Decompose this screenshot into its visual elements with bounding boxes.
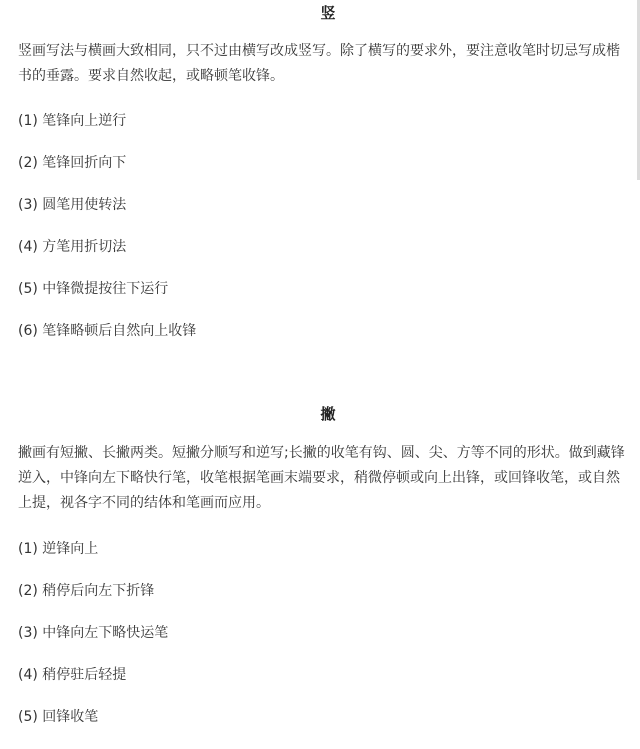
step-item: (5) 回锋收笔 bbox=[18, 709, 99, 725]
step-item: (1) 逆锋向上 bbox=[18, 541, 99, 557]
section-intro-shu: 竖画写法与横画大致相同，只不过由横写改成竖写。除了横写的要求外，要注意收笔时切忌写成楷书的垂露。要求自然收起，或略顿笔收锋。 bbox=[18, 43, 620, 84]
step-item: (2) 笔锋回折向下 bbox=[18, 155, 127, 171]
step-item: (5) 中锋微提按往下运行 bbox=[18, 281, 169, 297]
section-title-shu: 竖 bbox=[320, 4, 336, 22]
step-item: (2) 稍停后向左下折锋 bbox=[18, 583, 155, 599]
section-intro-pie: 撇画有短撇、长撇两类。短撇分顺写和逆写;长撇的收笔有钩、圆、尖、方等不同的形状。做到藏锋逆入，中锋向左下略快行笔，收笔根据笔画末端要求，稍微停顿或向上出锋，或回锋收笔，或自然上提，视各字不同的结体和笔画而应用。 bbox=[18, 445, 625, 511]
section-title-pie: 撇 bbox=[320, 405, 336, 423]
step-item: (4) 稍停驻后轻提 bbox=[18, 667, 127, 683]
step-item: (4) 方笔用折切法 bbox=[18, 239, 127, 255]
step-item: (3) 中锋向左下略快运笔 bbox=[18, 625, 169, 641]
step-item: (1) 笔锋向上逆行 bbox=[18, 113, 127, 129]
step-item: (6) 笔锋略顿后自然向上收锋 bbox=[18, 323, 197, 339]
step-item: (3) 圆笔用使转法 bbox=[18, 197, 127, 213]
